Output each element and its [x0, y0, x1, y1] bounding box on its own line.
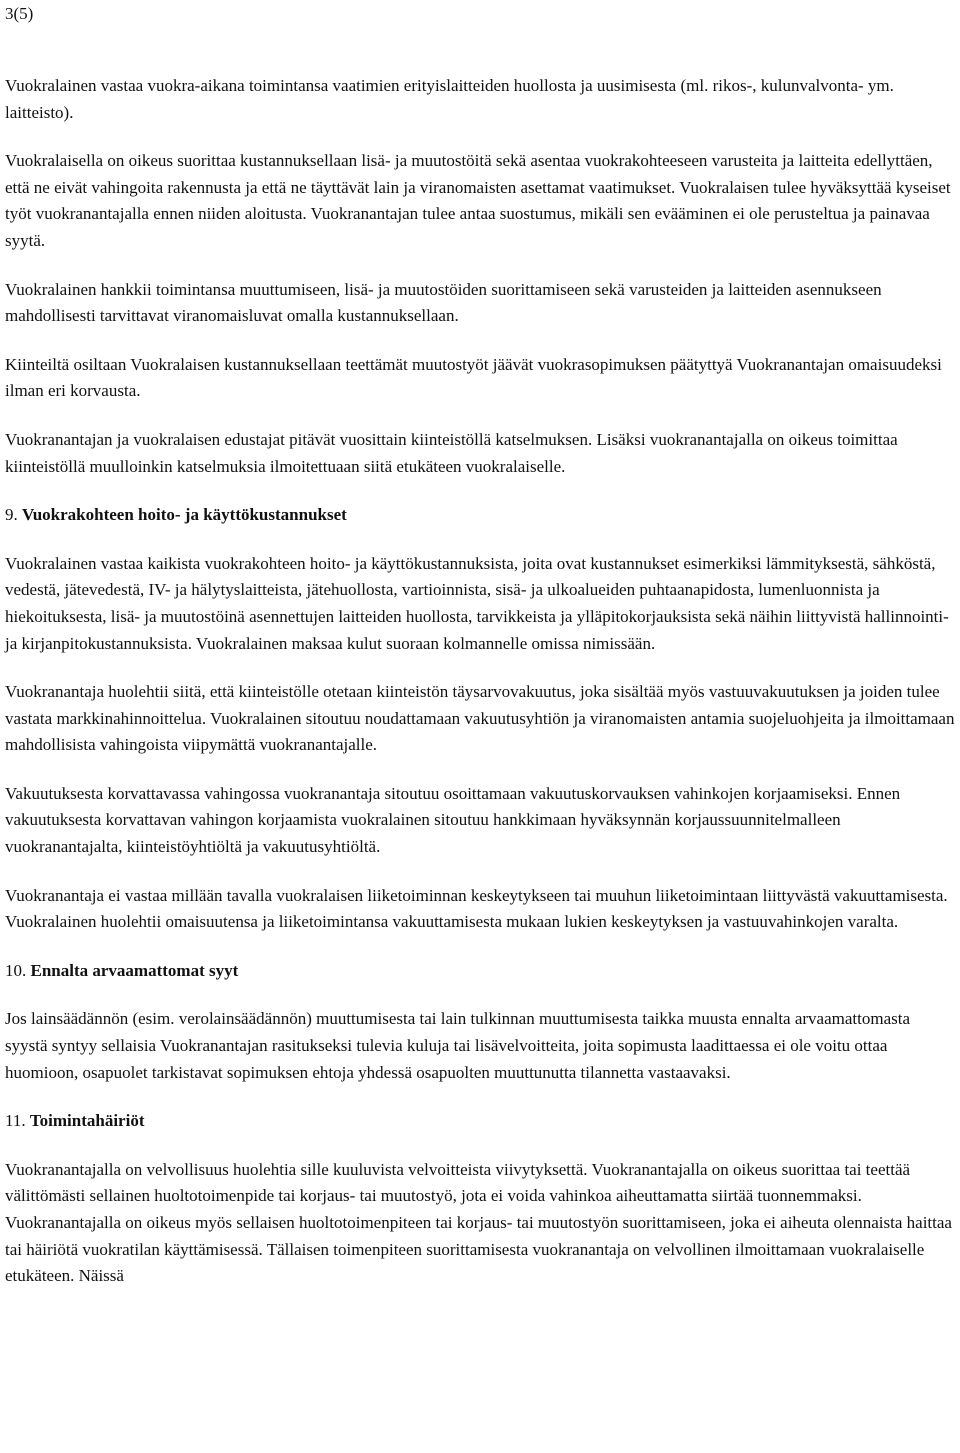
paragraph-equipment-maintenance: Vuokralainen vastaa vuokra-aikana toimintansa vaatimien erityislaitteiden huollosta ja uusimisesta (ml. rikos-, kulunvalvonta- ym. laitteisto). [5, 76, 894, 122]
section-number: 9. [5, 505, 18, 525]
paragraph-insurance: Vuokranantaja huolehtii siitä, että kiinteistölle otetaan kiinteistön täysarvovakuutus, joka sisältää myös vastuuvakuutuksen ja joiden tulee vastata markkinahinnoittelua. Vuokralainen sitoutuu noudattamaan vakuutusyhtiön ja viranomaisten antamia suojeluohjeita ja ilmoittamaan mahdollisista vahingoista viipymättä vuokranantajalle. [5, 682, 955, 755]
paragraph-business-interruption: Vuokranantaja ei vastaa millään tavalla vuokralaisen liiketoiminnan keskeytykseen tai muuhun liiketoimintaan liittyvästä vakuuttamisesta. Vuokralainen huolehtii omaisuutensa ja liiketoimintansa vakuuttamisesta mukaan lukien keskeytyksen ja vastuuvahinkojen varalta. [5, 885, 948, 932]
paragraph-disruptions: Vuokranantajalla on velvollisuus huolehtia sille kuuluvista velvoitteista viivytyksettä. Vuokranantajalla on oikeus suorittaa tai teettää välittömästi sellainen huoltotoimenpide tai korjaus- tai muutostyö, jota ei voida vahinkoa aiheuttamatta siirtää tuonnemmaksi. Vuokranantajalla on oikeus myös sellaisen huoltotoimenpiteen tai korjaus- tai muutostyön suorittamiseen, joka ei aiheuta olennaista haittaa tai häiriötä vuokratilan käyttämisessä. Tällaisen toimenpiteen suorittamisesta vuokranantaja on velvollinen ilmoittamaan vuokralaiselle etukäteen. Näissä [5, 1159, 952, 1286]
section-number: 10. [5, 960, 27, 980]
section-title: Ennalta arvaamattomat syyt [30, 960, 239, 980]
section-title: Vuokrakohteen hoito- ja käyttökustannukset [22, 505, 347, 525]
paragraph-permits: Vuokralainen hankkii toimintansa muuttumiseen, lisä- ja muutostöiden suorittamiseen sekä varusteiden ja laitteiden asennukseen mahdollisesti tarvittavat viranomaisluvat omalla kustannuksellaan. [5, 279, 882, 326]
section-heading-9 [5, 502, 955, 529]
paragraph-insurance-compensation: Vakuutuksesta korvattavassa vahingossa vuokranantaja sitoutuu osoittamaan vakuutuskorvauksen vahinkojen korjaamiseksi. Ennen vakuutuksesta korvattavan vahingon korjaamista vuokralainen sitoutuu hankkimaan hyväksynnän korjaussuunnitelmalleen vuokranantajalta, kiinteistöyhtiöltä ja vakuutusyhtiöltä. [5, 783, 901, 857]
paragraph-inspections: Vuokranantajan ja vuokralaisen edustajat pitävät vuosittain kiinteistöllä katselmuksen. Lisäksi vuokranantajalla on oikeus toimittaa kiinteistöllä muulloinkin katselmuksia ilmoitettuaan siitä etukäteen vuokralaiselle. [5, 429, 898, 476]
paragraph-operating-costs: Vuokralainen vastaa kaikista vuokrakohteen hoito- ja käyttökustannuksista, joita ovat kustannukset esimerkiksi lämmityksestä, sähköstä, vedestä, jätevedestä, IV- ja hälytyslaitteista, jätehuollosta, vartioinnista, sisä- ja ulkoalueiden puhtaanapidosta, lumenluonnista ja hiekoituksesta, lisä- ja muutostöinä asennettujen laitteiden huollosta, tarvikkeista ja ylläpitokorjauksista sekä näihin liittyvistä hallinnointi- ja kirjanpitokustannuksista. Vuokralainen maksaa kulut suoraan kolmannelle omissa nimissään. [5, 553, 949, 653]
section-number: 11. [5, 1111, 26, 1131]
paragraph-fixed-alterations: Kiinteiltä osiltaan Vuokralaisen kustannuksellaan teettämät muutostyöt jäävät vuokrasopimuksen päätyttyä Vuokranantajan omaisuudeksi ilman eri korvausta. [5, 354, 942, 401]
section-title: Toimintahäiriöt [29, 1111, 145, 1131]
section-heading-11 [5, 1108, 955, 1135]
paragraph-unforeseen-causes: Jos lainsäädännön (esim. verolainsäädännön) muuttumisesta tai lain tulkinnan muuttumisesta taikka muusta ennalta arvaamattomasta syystä syntyy sellaisia Vuokranantajan rasitukseksi tulevia kuluja tai lisävelvoitteita, joita sopimusta laadittaessa ei ole voitu ottaa huomioon, osapuolet tarkistavat sopimuksen ehtoja yhdessä osapuolten muuttunutta tilannetta vastaavaksi. [5, 1009, 911, 1082]
document-body [5, 73, 955, 1290]
page-number: 3(5) [5, 4, 34, 23]
section-heading-10 [5, 958, 955, 985]
paragraph-alteration-rights: Vuokralaisella on oikeus suorittaa kustannuksellaan lisä- ja muutostöitä sekä asentaa vuokrakohteeseen varusteita ja laitteita edellyttäen, että ne eivät vahingoita rakennusta ja että ne täyttävät lain ja viranomaisten asettamat vaatimukset. Vuokralaisen tulee hyväksyttää kyseiset työt vuokranantajalla ennen niiden aloitusta. Vuokranantajan tulee antaa suostumus, mikäli sen evääminen ei ole perusteltua ja painavaa syytä. [5, 151, 951, 250]
